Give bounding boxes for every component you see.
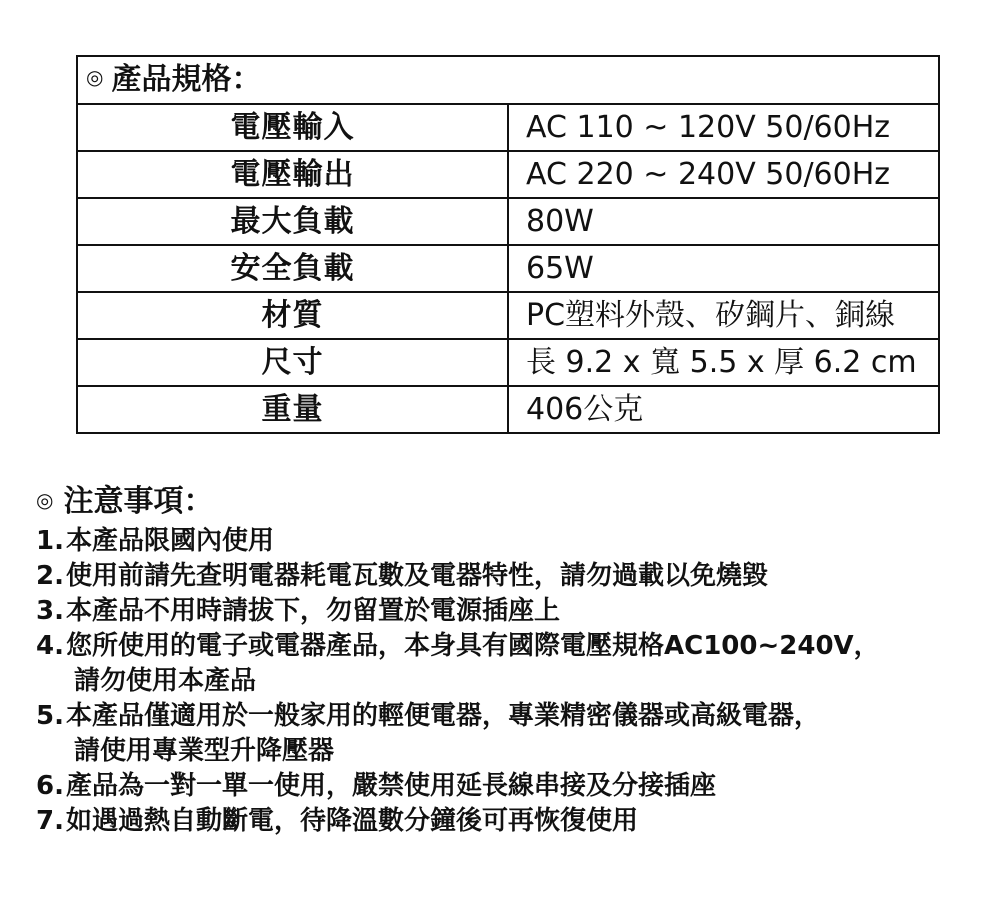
notes-heading xyxy=(36,480,991,524)
list-item xyxy=(36,804,991,839)
spec-value-voltage-input: AC 110 ~ 120V 50/60Hz xyxy=(508,104,939,151)
spec-label-weight: 重量 xyxy=(77,386,508,433)
spec-label-voltage-output: 電壓輸出 xyxy=(77,151,508,198)
spec-row xyxy=(77,245,939,292)
note-number: 1. xyxy=(36,526,64,556)
note-text: 您所使用的電子或電器產品，本身具有國際電壓規格AC100~240V， xyxy=(66,631,880,661)
spec-value-safe-load: 65W xyxy=(508,245,939,292)
note-number: 2. xyxy=(36,561,64,591)
note-text: 本產品僅適用於一般家用的輕便電器，專業精密儀器或高級電器， xyxy=(66,701,821,731)
note-number: 4. xyxy=(36,631,64,661)
spec-value-max-load: 80W xyxy=(508,198,939,245)
note-number: 3. xyxy=(36,596,64,626)
spec-row xyxy=(77,198,939,245)
list-item xyxy=(36,699,991,769)
spec-row xyxy=(77,104,939,151)
note-text: 如遇過熱自動斷電，待降溫數分鐘後可再恢復使用 xyxy=(66,806,639,836)
note-text: 使用前請先查明電器耗電瓦數及電器特性，請勿過載以免燒毀 xyxy=(66,561,769,591)
spec-value-voltage-output: AC 220 ~ 240V 50/60Hz xyxy=(508,151,939,198)
spec-label-material: 材質 xyxy=(77,292,508,339)
spec-title-cell xyxy=(77,56,939,104)
spec-row xyxy=(77,292,939,339)
notes-list xyxy=(36,524,991,839)
bullseye-icon: ◎ xyxy=(36,487,54,512)
spec-title-row xyxy=(77,56,939,104)
notes-title: 注意事項： xyxy=(63,484,214,519)
list-item xyxy=(36,629,991,699)
spec-row xyxy=(77,151,939,198)
note-text: 本產品限國內使用 xyxy=(66,526,275,556)
spec-value-material: PC塑料外殼、矽鋼片、銅線 xyxy=(508,292,939,339)
note-number: 7. xyxy=(36,806,64,836)
bullseye-icon: ◎ xyxy=(86,65,104,89)
spec-row xyxy=(77,339,939,386)
notes-section xyxy=(36,480,991,839)
spec-title: 產品規格： xyxy=(111,62,262,97)
list-item xyxy=(36,594,991,629)
note-continuation: 請使用專業型升降壓器 xyxy=(74,736,335,766)
spec-label-safe-load: 安全負載 xyxy=(77,245,508,292)
note-continuation: 請勿使用本產品 xyxy=(74,666,257,696)
spec-label-voltage-input: 電壓輸入 xyxy=(77,104,508,151)
list-item xyxy=(36,769,991,804)
spec-value-size: 長 9.2 x 寬 5.5 x 厚 6.2 cm xyxy=(508,339,939,386)
note-text: 本產品不用時請拔下，勿留置於電源插座上 xyxy=(66,596,561,626)
note-number: 5. xyxy=(36,701,64,731)
note-number: 6. xyxy=(36,771,64,801)
spec-row xyxy=(77,386,939,433)
spec-value-weight: 406公克 xyxy=(508,386,939,433)
list-item xyxy=(36,524,991,559)
spec-table xyxy=(76,55,940,434)
spec-label-max-load: 最大負載 xyxy=(77,198,508,245)
note-text: 產品為一對一單一使用，嚴禁使用延長線串接及分接插座 xyxy=(66,771,717,801)
list-item xyxy=(36,559,991,594)
spec-label-size: 尺寸 xyxy=(77,339,508,386)
